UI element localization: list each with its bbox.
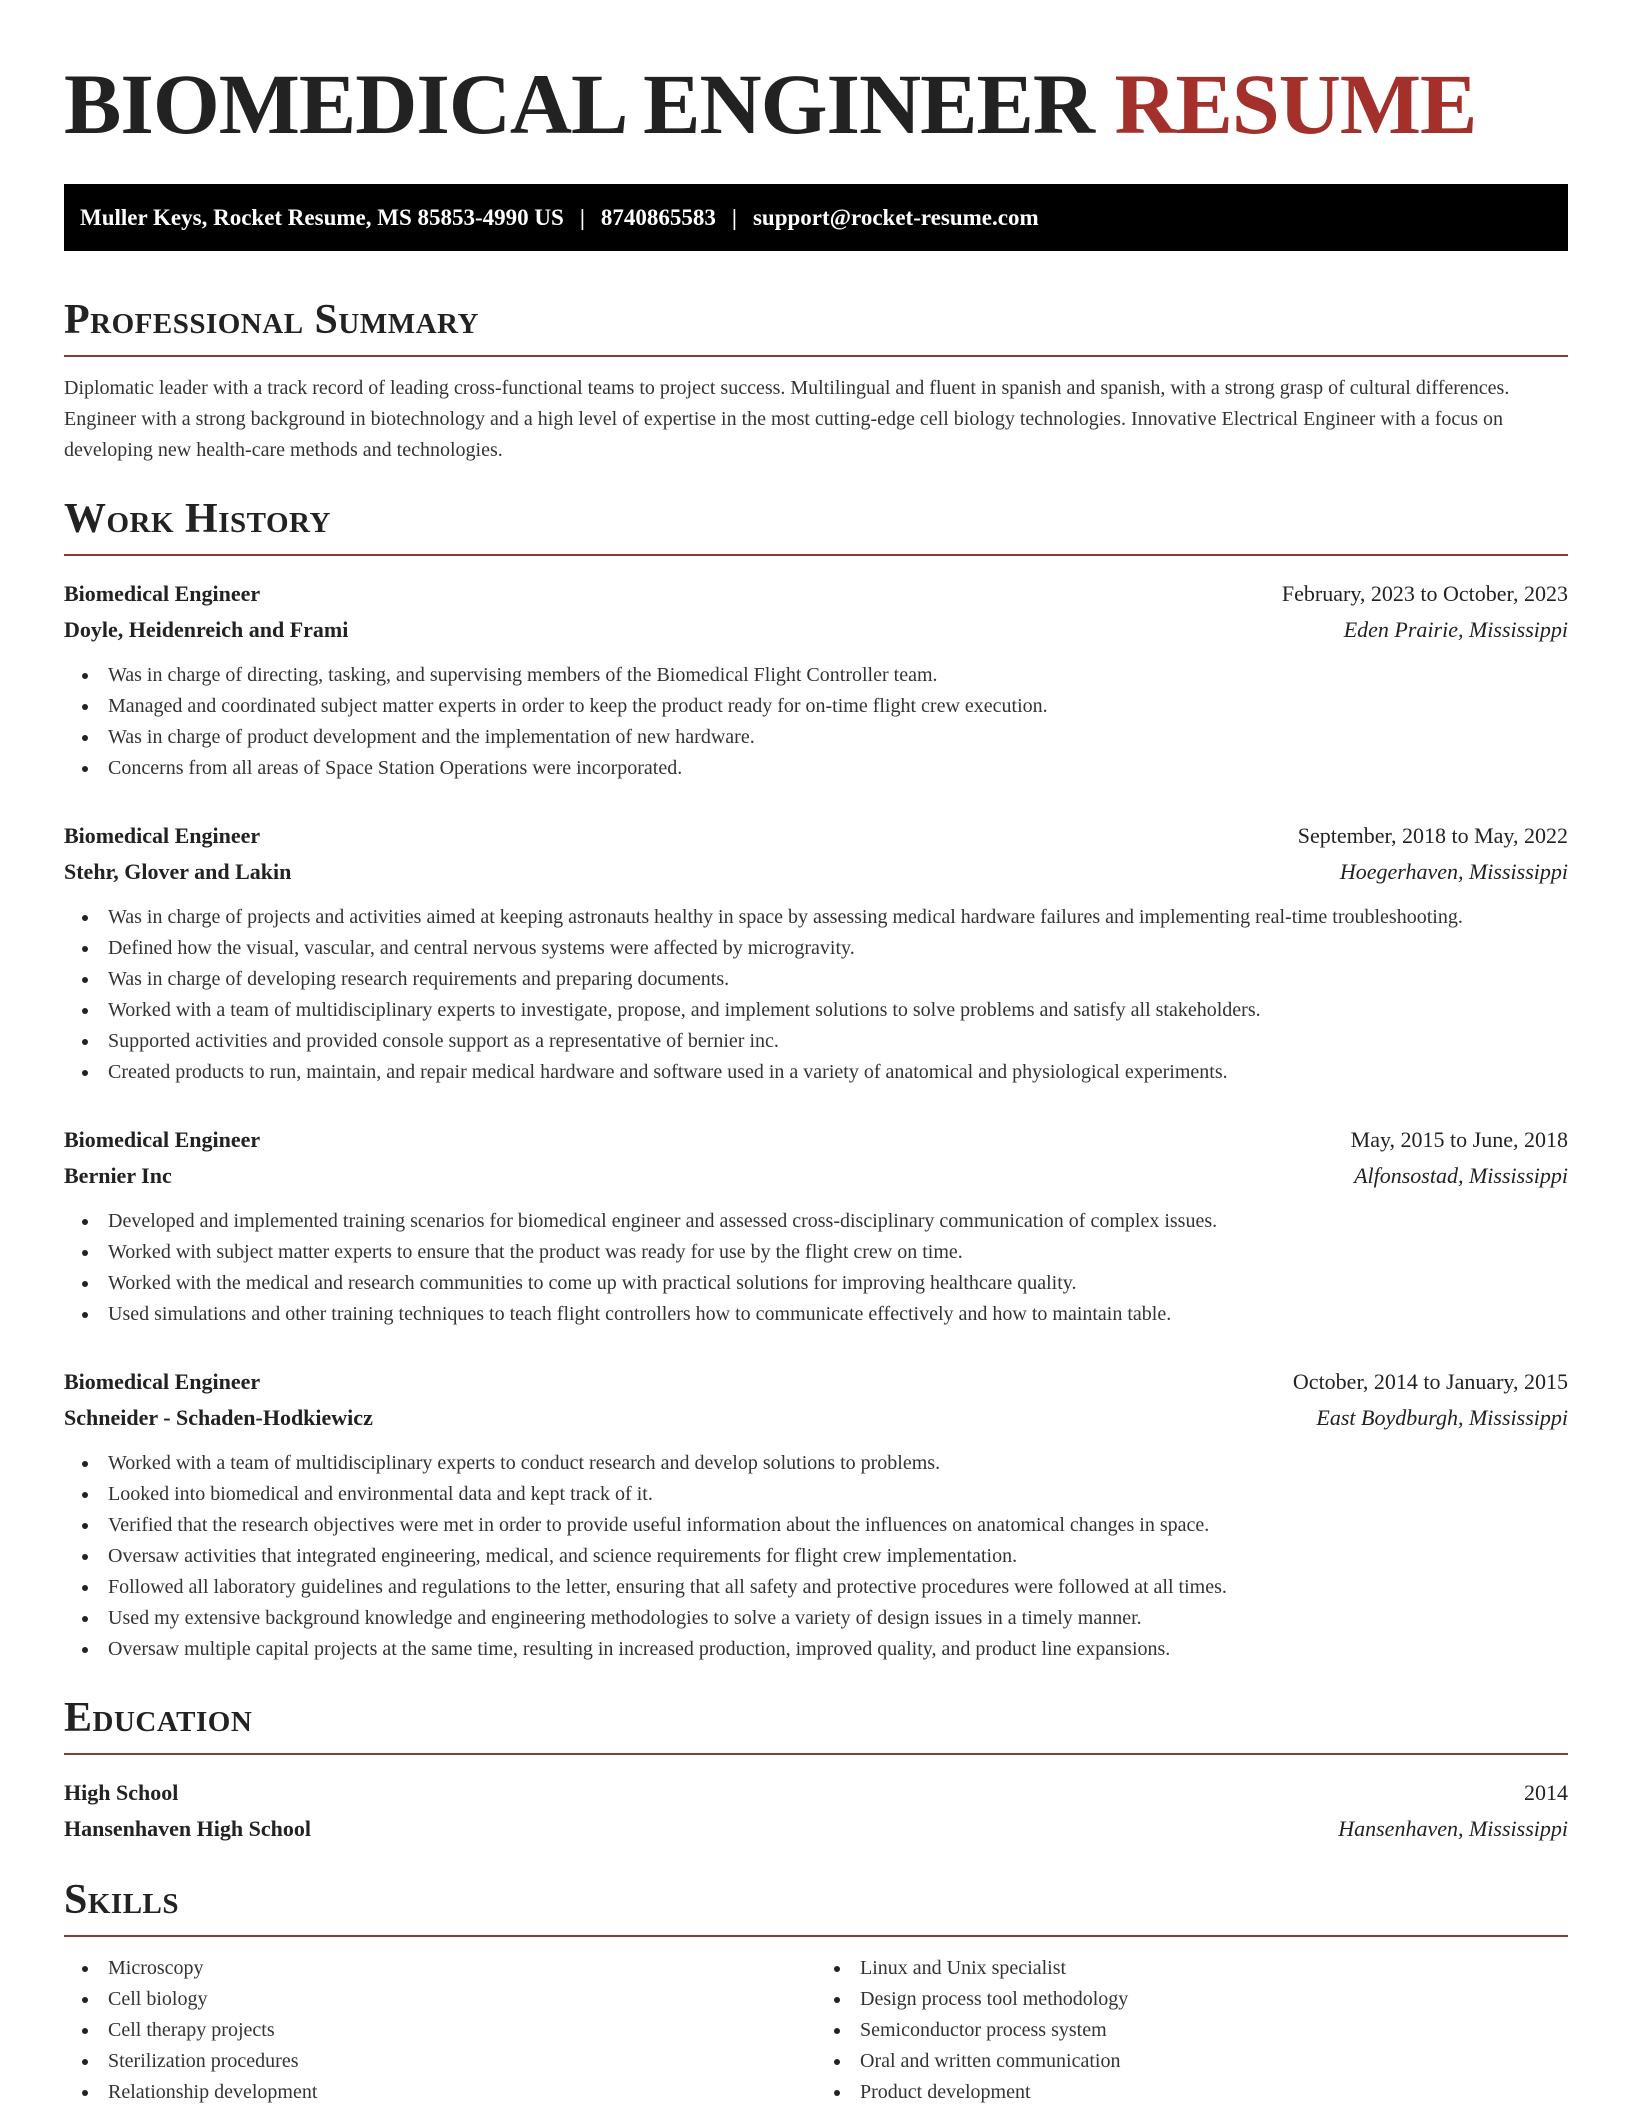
job-title: Biomedical Engineer [64,823,261,848]
job-bullets [64,902,1568,1088]
skills-column-left [64,1953,816,2108]
list-item: Looked into biomedical and environmental data and kept track of it. [108,1479,1568,1510]
job-entry [64,576,1568,784]
list-item: Managed and coordinated subject matter experts in order to keep the product ready for on-time flight crew execution. [108,691,1568,722]
list-item: Created products to run, maintain, and repair medical hardware and software used in a variety of anatomical and physiological experiments. [108,1057,1568,1088]
education-year: 2014 [1524,1780,1568,1805]
job-location: Alfonsostad, Mississippi [1354,1163,1568,1188]
list-item: Used simulations and other training techniques to teach flight controllers how to communicate effectively and how to maintain table. [108,1299,1568,1330]
job-dates: October, 2014 to January, 2015 [1292,1369,1568,1394]
job-bullets [64,1448,1568,1665]
list-item: Oral and written communication [860,2046,1568,2077]
education-school-row [64,1811,1568,1847]
list-item: Cell biology [108,1984,816,2015]
job-title-row [64,1122,1568,1158]
job-location: Eden Prairie, Mississippi [1343,617,1568,642]
job-company-row [64,1158,1568,1194]
education-school: Hansenhaven High School [64,1816,311,1841]
list-item: Cell therapy projects [108,2015,816,2046]
skills-column-right [816,1953,1568,2108]
list-item: Worked with a team of multidisciplinary experts to investigate, propose, and implement solutions to solve problems and satisfy all stakeholders. [108,995,1568,1026]
education-degree-row [64,1775,1568,1811]
job-title-row [64,576,1568,612]
list-item: Microscopy [108,1953,816,1984]
list-item: Verified that the research objectives were met in order to provide useful information about the influences on anatomical changes in space. [108,1510,1568,1541]
job-entry [64,818,1568,1088]
job-company: Doyle, Heidenreich and Frami [64,617,349,642]
job-company-row [64,1400,1568,1436]
job-location: Hoegerhaven, Mississippi [1339,859,1568,884]
job-title-row [64,818,1568,854]
job-company: Schneider - Schaden-Hodkiewicz [64,1405,373,1430]
education-heading: Education [64,1695,1568,1755]
job-title-row [64,1364,1568,1400]
job-dates: February, 2023 to October, 2023 [1281,581,1568,606]
job-bullets [64,1206,1568,1330]
education-entry [64,1775,1568,1847]
list-item: Followed all laboratory guidelines and regulations to the letter, ensuring that all safety and protective procedures were followed at all times. [108,1572,1568,1603]
skills-list [64,1953,1568,2108]
job-entry [64,1122,1568,1330]
job-company-row [64,854,1568,890]
list-item: Was in charge of developing research requirements and preparing documents. [108,964,1568,995]
job-dates: September, 2018 to May, 2022 [1297,823,1568,848]
contact-separator: | [579,204,585,230]
education-location: Hansenhaven, Mississippi [1338,1816,1568,1841]
list-item: Supported activities and provided console support as a representative of bernier inc. [108,1026,1568,1057]
list-item: Relationship development [108,2077,816,2108]
list-item: Worked with the medical and research communities to come up with practical solutions for improving healthcare quality. [108,1268,1568,1299]
job-company-row [64,612,1568,648]
list-item: Worked with a team of multidisciplinary experts to conduct research and develop solutions to problems. [108,1448,1568,1479]
job-location: East Boydburgh, Mississippi [1316,1405,1568,1430]
list-item: Linux and Unix specialist [860,1953,1568,1984]
list-item: Oversaw multiple capital projects at the same time, resulting in increased production, improved quality, and product line expansions. [108,1634,1568,1665]
list-item: Was in charge of directing, tasking, and supervising members of the Biomedical Flight Controller team. [108,660,1568,691]
job-title: Biomedical Engineer [64,1369,261,1394]
job-company: Stehr, Glover and Lakin [64,859,292,884]
job-entry [64,1364,1568,1665]
skills-heading: Skills [64,1877,1568,1937]
job-title: Biomedical Engineer [64,1127,261,1152]
list-item: Defined how the visual, vascular, and central nervous systems were affected by microgravity. [108,933,1568,964]
contact-bar [64,184,1568,251]
list-item: Sterilization procedures [108,2046,816,2077]
list-item: Developed and implemented training scenarios for biomedical engineer and assessed cross-disciplinary communication of complex issues. [108,1206,1568,1237]
list-item: Oversaw activities that integrated engineering, medical, and science requirements for flight crew implementation. [108,1541,1568,1572]
list-item: Worked with subject matter experts to ensure that the product was ready for use by the flight crew on time. [108,1237,1568,1268]
job-company: Bernier Inc [64,1163,172,1188]
title-accent: RESUME [1114,56,1477,152]
contact-phone: 8740865583 [600,204,716,230]
job-title: Biomedical Engineer [64,581,261,606]
list-item: Was in charge of product development and the implementation of new hardware. [108,722,1568,753]
list-item: Was in charge of projects and activities aimed at keeping astronauts healthy in space by assessing medical hardware failures and implementing real-time troubleshooting. [108,902,1568,933]
list-item: Semiconductor process system [860,2015,1568,2046]
work-history-heading: Work History [64,496,1568,556]
resume-title [64,56,1568,152]
education-degree: High School [64,1780,179,1805]
job-dates: May, 2015 to June, 2018 [1350,1127,1568,1152]
title-main: BIOMEDICAL ENGINEER [64,56,1094,152]
contact-email: support@rocket-resume.com [752,204,1039,230]
summary-text: Diplomatic leader with a track record of leading cross-functional teams to project success. Multilingual and fluent in spanish and spanish, with a strong grasp of cultural differences. Engineer with a strong background in biotechnology and a high level of expertise in the most cutting-edge cell biology technologies. Innovative Electrical Engineer with a focus on developing new health-care methods and technologies. [64,377,1510,461]
list-item: Used my extensive background knowledge and engineering methodologies to solve a variety of design issues in a timely manner. [108,1603,1568,1634]
list-item: Concerns from all areas of Space Station Operations were incorporated. [108,753,1568,784]
job-bullets [64,660,1568,784]
list-item: Design process tool methodology [860,1984,1568,2015]
list-item: Product development [860,2077,1568,2108]
summary-heading: Professional Summary [64,297,1568,357]
contact-address: Muller Keys, Rocket Resume, MS 85853-4990 US [80,204,564,230]
contact-separator: | [731,204,737,230]
